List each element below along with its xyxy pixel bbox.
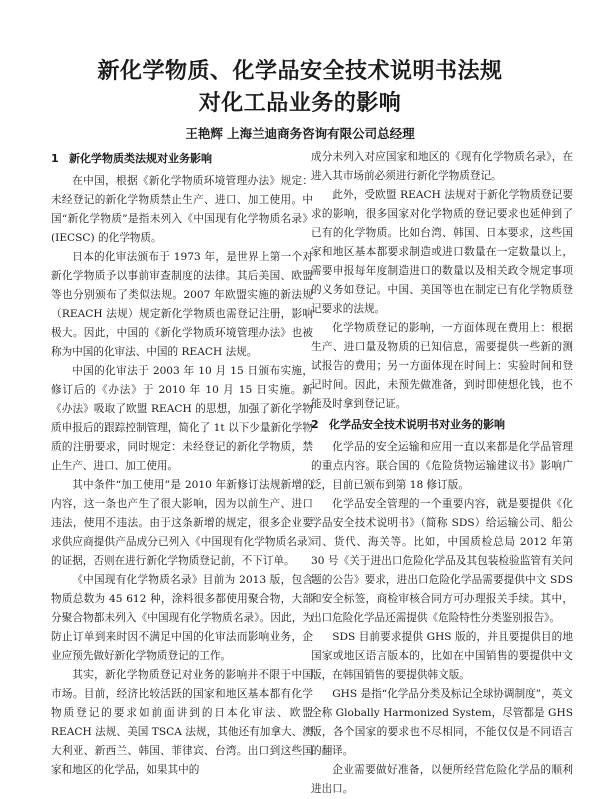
paragraph: 此外，受欧盟 REACH 法规对于新化学物质登记要求的影响，很多国家对化学物质的登记要求也延伸到了已有的化学物质。比如台湾、韩国、日本要求，这些国家和地区基本都要求制造或进口数量在一定数量以上，需要申报每年度制造进口的数量以及相关政令规定事项的义务如登记。中国、美国等也在制定已有化学物质登记要求的法规。 — [311, 189, 573, 315]
article-title — [40, 56, 560, 120]
right-column — [311, 148, 573, 799]
paragraph: GHS 是指“化学品分类及标记全球协调制度”，英文全称 Globally Harmonized System，尽管都是 GHS 版，各个国家的要求也不尽相同，不能仅仅是不同语言的翻译。 — [311, 688, 573, 757]
paragraph: 在中国，根据《新化学物质环境管理办法》规定：未经登记的新化学物质禁止生产、进口、加工使用。中国“新化学物质”是指未列入《中国现有化学物质名录》(IECSC) 的化学物质。 — [51, 175, 313, 244]
author-line: 王艳辉 上海兰迪商务咨询有限公司总经理 — [185, 126, 415, 141]
paragraph: 成分未列入对应国家和地区的《现有化学物质名录》，在进入其市场前必须进行新化学物质登记。 — [311, 151, 573, 182]
paragraph: 中国的化审法于 2003 年 10 月 15 日颁布实施，修订后的《办法》于 2010 年 10 月 15 日实施。新《办法》吸取了欧盟 REACH 的思想，加强了新化学物质申报后的跟踪控制管理，简化了 1t 以下少量新化学物质的注册要求，同时规定：未经登记的新化学物质，禁止生产、进口、加工使用。 — [51, 365, 313, 472]
title-line-1: 新化学物质、化学品安全技术说明书法规 — [97, 59, 503, 84]
paragraph: SDS 目前要求提供 GHS 版的，并且要提供目的地国家或地区语言版本的，比如在中国销售的要提供中文版，在韩国销售的要提供韩文版。 — [311, 631, 573, 681]
paragraph: 其实，新化学物质登记对业务的影响并不限于中国市场。目前，经济比较活跃的国家和地区基本都有化学物质登记的要求如前面讲到的日本化审法、欧盟 REACH 法规、美国 TSCA 法规，其他还有加拿大、澳大利亚、新西兰、韩国、菲律宾、台湾。出口到这些国家和地区的化学品，如果其中的 — [51, 669, 313, 776]
paragraph: 化学品安全管理的一个重要内容，就是要提供《化学品安全技术说明书》（简称 SDS）给运输公司、船公司、货代、海关等。比如，中国质检总局 2012 年第 30 号《关于进出口危险化学品及其包装检验监管有关问题的公告》要求，进出口危险化学品需要提供中文 SDS 和安全标签，商检审核合同方可办理报关手续。其中，出口危险化学品还需提供《危险特性分类鉴别报告》。 — [311, 498, 573, 624]
paragraph: 《中国现有化学物质名录》目前为 2013 版，包含物质总数为 45 612 种，涂料很多都使用聚合物，大部分聚合物都未列入《中国现有化学物质名录》。因此，为防止订单到来时因不满足中国的化审法而影响业务，企业应预先做好新化学物质登记的工作。 — [51, 574, 313, 662]
section-1-number: 1 — [51, 152, 59, 165]
section-2-number: 2 — [311, 418, 319, 431]
section-2-title: 化学品安全技术说明书对业务的影响 — [329, 418, 505, 431]
section-2-heading — [311, 416, 573, 434]
title-line-2: 对化工品业务的影响 — [198, 91, 402, 116]
paragraph: 其中条件“加工使用”是 2010 年新修订法规新增的内容，这一条也产生了很大影响，因为以前生产、进口违法，使用不违法。由于这条新增的规定，很多企业要求供应商提供产品成分已列入《中国现有化学物质名录》的证据，否则在进行新化学物质登记前，不下订单。 — [51, 479, 313, 567]
section-1-heading — [51, 150, 313, 168]
section-1-title: 新化学物质类法规对业务影响 — [69, 152, 212, 165]
paragraph: 化学品的安全运输和应用一直以来都是化学品管理的重点内容。联合国的《危险货物运输建议书》影响广泛，目前已颁布到第 18 修订版。 — [311, 441, 573, 491]
paragraph: 日本的化审法颁布于 1973 年，是世界上第一个对新化学物质予以事前审查制度的法律。其后美国、欧盟等也分别颁布了类似法规。2007 年欧盟实施的新法规（REACH 法规）规定新化学物质也需登记注册，影响极大。因此，中国的《新化学物质环境管理办法》也被称为中国的化审法、中国的 REACH 法规。 — [51, 251, 313, 358]
paragraph: 企业需要做好准备，以便所经营危险化学品的顺利进出口。 — [311, 764, 573, 795]
paragraph: 化学物质登记的影响，一方面体现在费用上：根据生产、进口量及物质的已知信息，需要提供一些新的测试报告的费用；另一方面体现在时间上：实验时间和登记时间。因此，未预先做准备，到时即使想化钱，也不能及时拿到登记证。 — [311, 322, 573, 410]
left-column — [51, 148, 313, 780]
